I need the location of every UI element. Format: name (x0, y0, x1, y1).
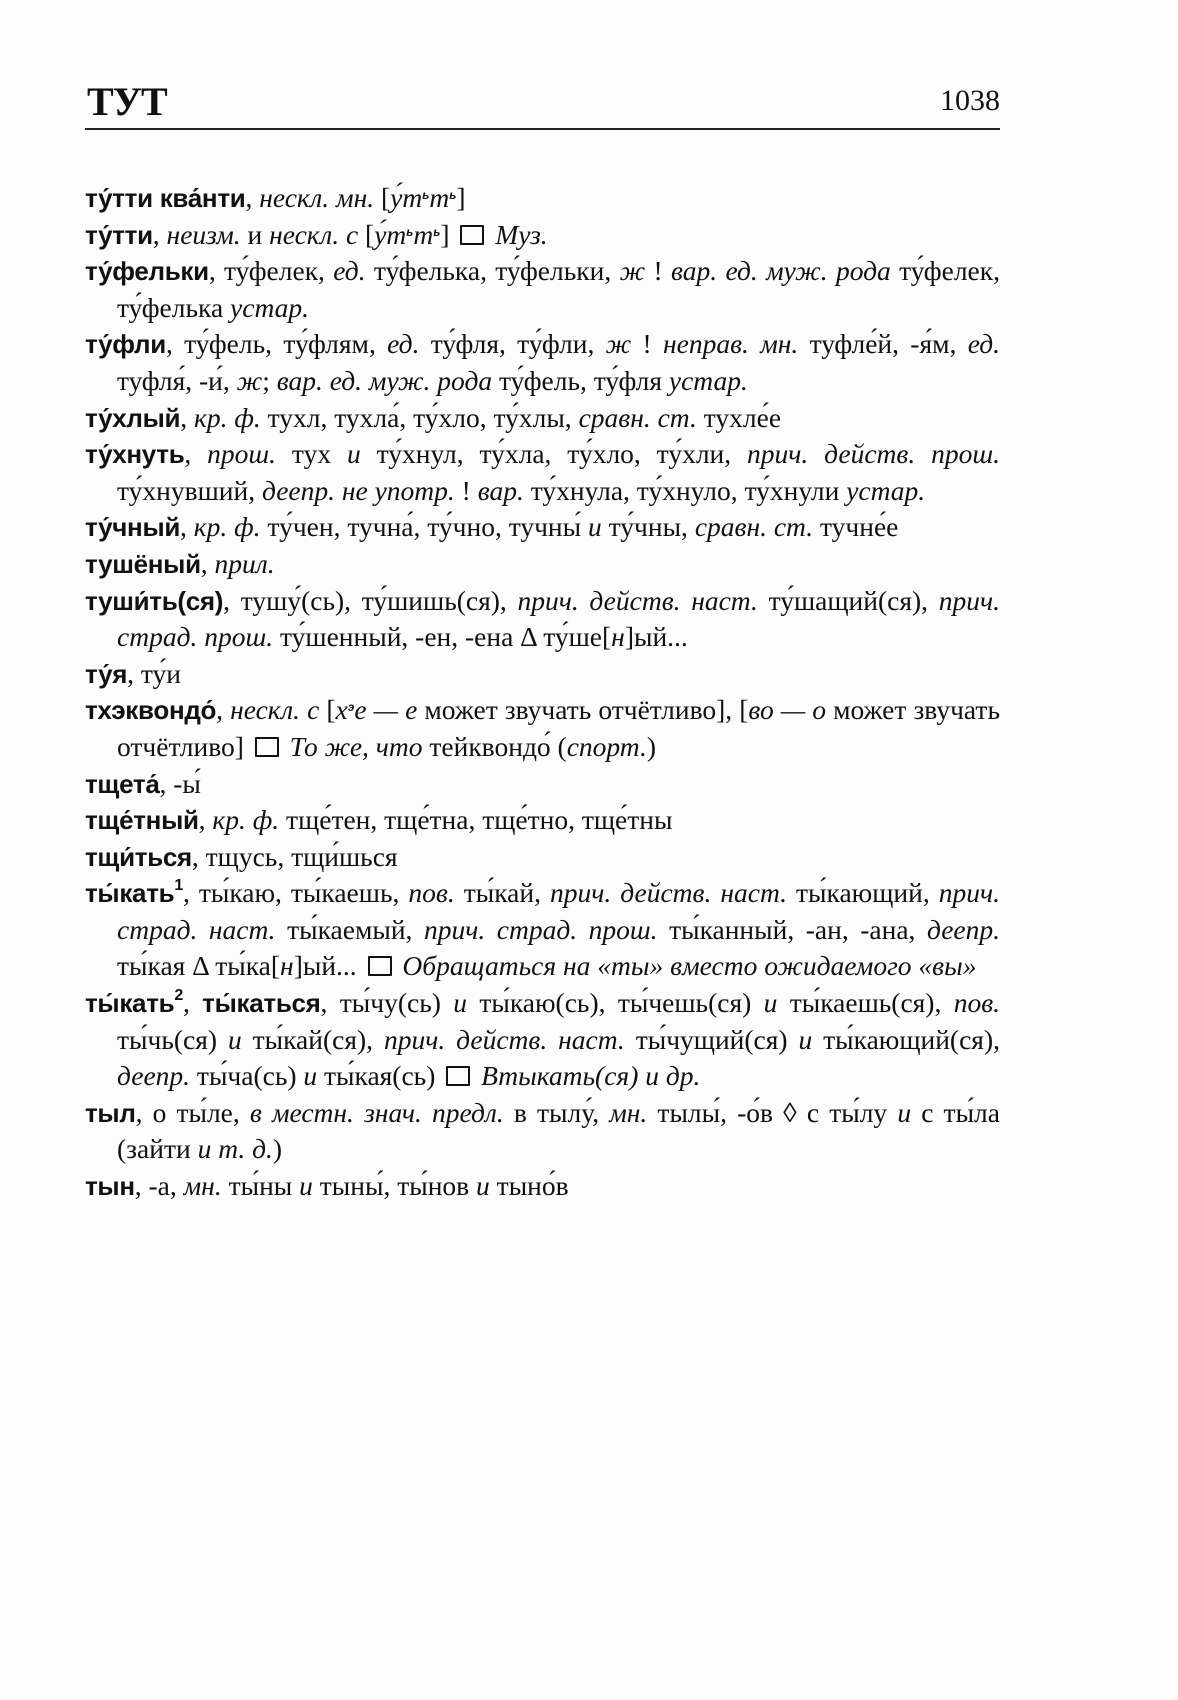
entry-list (85, 180, 1000, 1205)
page-header (85, 70, 1000, 130)
box-icon (368, 956, 392, 976)
headword: тщета́ (85, 768, 160, 799)
headword: тще́тный (85, 805, 199, 836)
headword: ту́хлый (85, 402, 181, 433)
dictionary-entry: тщи́ться, тщусь, тщи́шься (85, 840, 398, 872)
triangle-icon: Δ (192, 950, 209, 982)
headword: ту́хнуть (85, 439, 185, 470)
dictionary-entry: тще́тный, кр. ф. тще́тен, тще́тна, тще́тно, тще́тны (85, 804, 673, 836)
headword: ту́тти (85, 219, 153, 250)
headword: ту́я (85, 658, 128, 689)
dictionary-entry: тыл, о ты́ле, в местн. знач. предл. в тылу́, мн. тылы́, -о́в ◊ с ты́лу и с ты́ла (зайти и т. д.) (85, 1096, 1000, 1165)
headword: ту́тти ква́нти (85, 183, 246, 213)
dictionary-entry: ту́тти ква́нти, нескл. мн. $[у́т^ьт^ь]$ (85, 182, 466, 213)
dictionary-entry: туши́ть(ся), тушу́(сь), ту́шишь(ся), прич. действ. наст. ту́шащий(ся), прич. страд. прош. ту́шенный, -ен, -ена Δ ту́ше[н]ый... (85, 584, 1000, 653)
dictionary-entry: ты́кать$^1$, ты́каю, ты́каешь, пов. ты́кай, прич. действ. наст. ты́кающий, прич. страд. наст. ты́каемый, прич. страд. прош. ты́канный, -ан, -ана, деепр. ты́кая Δ ты́ка[н]ый... Обращаться на «ты» вместо ожидаемого «вы» (85, 877, 1000, 982)
dictionary-entry: ту́хнуть, прош. тух и ту́хнул, ту́хла, ту́хло, ту́хли, прич. действ. прош. ту́хнувший, деепр. не употр. ! вар. ту́хнула, ту́хнуло, ту́хнули устар. (85, 438, 1000, 506)
headword: ты́кать$^1$ (85, 877, 183, 909)
dictionary-entry: тын, -а, мн. ты́ны и тыны́, ты́нов и тыно́в (85, 1170, 569, 1202)
box-icon (460, 225, 484, 245)
dictionary-entry: тхэквондо́, нескл. с [$х^эе$ — е может звучать отчётливо], [во — о может звучать отчётливо] То же, что тейквондо́ (спорт.) (85, 694, 1000, 762)
headword: ту́фли (85, 329, 166, 360)
dictionary-entry: ту́фли, ту́фель, ту́флям, ед. ту́фля, ту́фли, ж ! неправ. мн. туфле́й, -я́м, ед. туфля́, -и́, ж; вар. ед. муж. рода ту́фель, ту́фля устар. (85, 328, 1000, 396)
dictionary-entry: ту́хлый, кр. ф. тухл, тухла́, ту́хло, ту́хлы, сравн. ст. тухле́е (85, 401, 782, 433)
headword: ты́кать$^2$ (85, 987, 183, 1019)
headword: тын (85, 1171, 135, 1202)
headword: тыл (85, 1097, 136, 1128)
dictionary-entry: ты́кать$^2$, ты́каться, ты́чу(сь) и ты́каю(сь), ты́чешь(ся) и ты́каешь(ся), пов. ты́чь(ся) и ты́кай(ся), прич. действ. наст. ты́чущий(ся) и ты́кающий(ся), деепр. ты́ча(сь) и ты́кая(сь) Втыкать(ся) и др. (85, 987, 1001, 1092)
headword: ту́чный (85, 512, 181, 543)
headword: ту́фельки (85, 256, 209, 287)
page-number: 1038 (940, 84, 1000, 117)
dictionary-entry: ту́фельки, ту́фелек, ед. ту́фелька, ту́фельки, ж ! вар. ед. муж. рода ту́фелек, ту́фелька устар. (85, 255, 1000, 323)
headword: тхэквондо́ (85, 695, 217, 726)
dictionary-entry: ту́чный, кр. ф. ту́чен, тучна́, ту́чно, тучны́ и ту́чны, сравн. ст. тучне́е (85, 511, 899, 543)
headword: туши́ть(ся) (85, 585, 224, 616)
headword: ты́каться (202, 988, 321, 1019)
dictionary-entry: тщета́, -ы́ (85, 767, 201, 799)
headword: тщи́ться (85, 841, 192, 872)
triangle-icon: Δ (520, 621, 537, 653)
dictionary-entry: ту́тти, неизм. и нескл. с $[у́т^ьт^ь]$ Муз. (85, 218, 548, 250)
headword: тушёный (85, 548, 201, 579)
box-icon (446, 1066, 470, 1086)
box-icon (255, 737, 279, 757)
diamond-icon: ◊ (783, 1096, 797, 1128)
dictionary-entry: тушёный, прил. (85, 547, 275, 579)
dictionary-entry: ту́я, ту́и (85, 657, 181, 689)
running-head: ТУТ (87, 79, 167, 124)
dictionary-page (85, 70, 1001, 1202)
